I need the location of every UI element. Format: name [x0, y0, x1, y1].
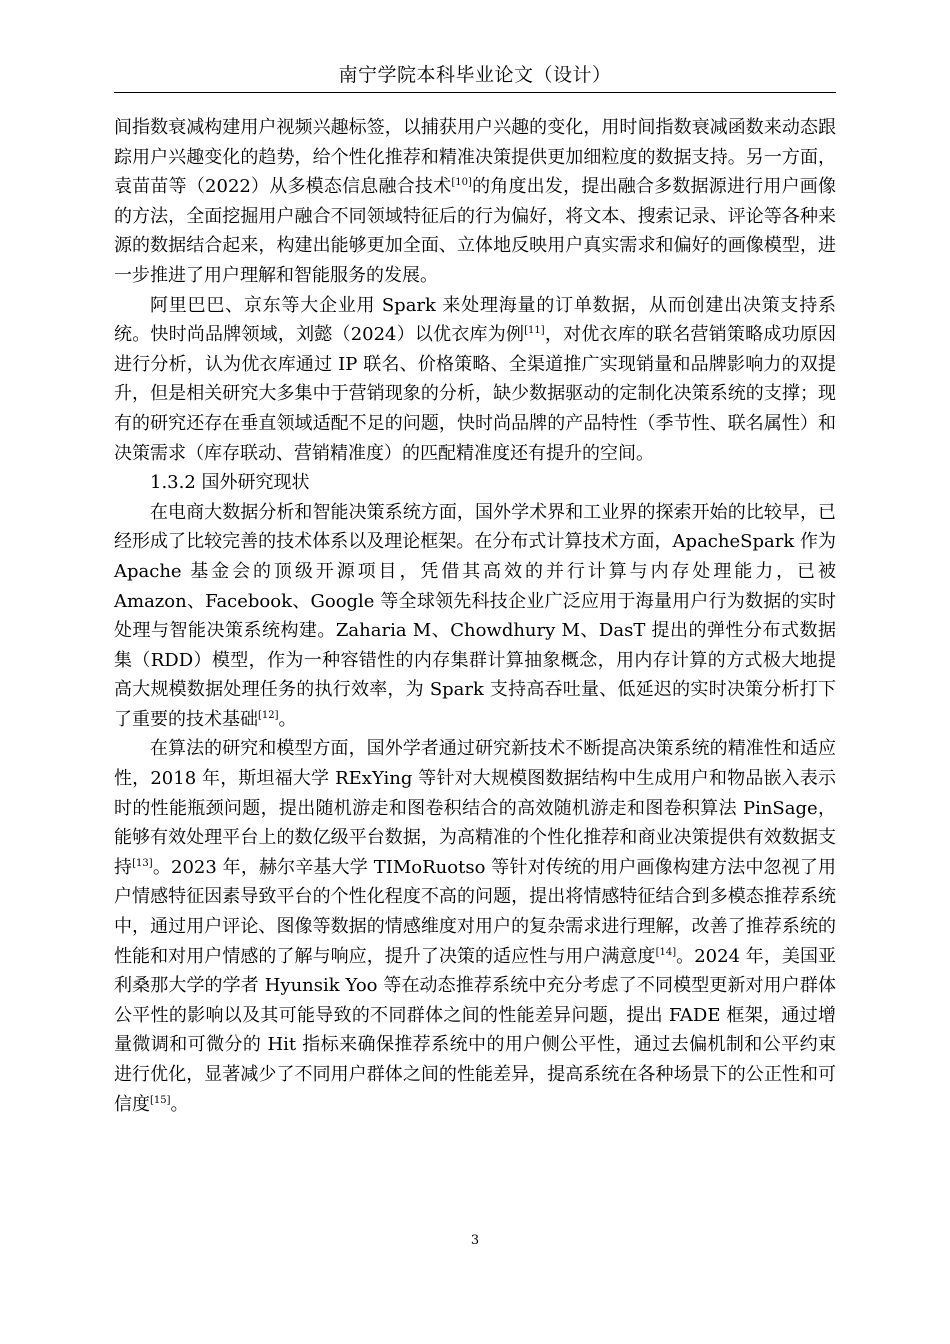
paragraph-text: 的角度出发，提出融合多数据源进行用户画像的方法，全面挖掘用户融合不同领域特征后的行为偏好，将文本、搜索记录、评论等各种来源的数据结合起来，构建出能够更加全面、立体地反映用户真实需求和偏好的画像模型，进一步推进了用户理解和智能服务的发展。 [114, 176, 836, 286]
citation-reference: [14] [655, 946, 677, 958]
body-paragraph [114, 291, 836, 469]
body-paragraph [114, 498, 836, 735]
paragraph-text: 1.3.2 国外研究现状 [150, 472, 310, 494]
citation-reference: [15] [150, 1094, 171, 1106]
citation-reference: [12] [258, 709, 279, 721]
header-divider [114, 92, 836, 93]
paragraph-text: 。 [278, 708, 297, 730]
running-header-title: 南宁学院本科毕业论文（设计） [338, 64, 612, 86]
paragraph-text: 阿里巴巴、京东等大企业用 Spark 来处理海量的订单数据，从而创建出决策支持系统。快时尚品牌领域，刘懿（2024）以优衣库为例 [114, 294, 836, 346]
page-number: 3 [470, 1233, 480, 1248]
body-paragraph [114, 113, 836, 291]
paragraph-text: 间指数衰减构建用户视频兴趣标签，以捕获用户兴趣的变化，用时间指数衰减函数来动态跟踪用户兴趣变化的趋势，给个性化推荐和精准决策提供更加细粒度的数据支持。另一方面，袁苗苗等（2022）从多模态信息融合技术 [114, 117, 836, 198]
citation-reference: [11] [524, 325, 545, 337]
paragraph-text: 在算法的研究和模型方面，国外学者通过研究新技术不断提高决策系统的精准性和适应性，2018 年，斯坦福大学 RExYing 等针对大规模图数据结构中生成用户和物品嵌入表示时的性能瓶颈问题，提出随机游走和图卷积结合的高效随机游走和图卷积算法 PinSage，能够有效处理平台上的数亿级平台数据，为高精准的个性化推荐和商业决策提供有效数据支持 [114, 738, 836, 878]
body-text [114, 113, 836, 1119]
citation-reference: [13] [132, 857, 153, 869]
citation-reference: [10] [451, 177, 472, 189]
paragraph-text: 。 [170, 1093, 189, 1115]
paragraph-text: 。2023 年，赫尔辛基大学 TIMoRuotso 等针对传统的用户画像构建方法中忽视了用户情感特征因素导致平台的个性化程度不高的问题，提出将情感特征结合到多模态推荐系统中，通过用户评论、图像等数据的情感维度对用户的复杂需求进行理解，改善了推荐系统的性能和对用户情感的了解与响应，提升了决策的适应性与用户满意度 [114, 856, 836, 967]
paragraph-text: 在电商大数据分析和智能决策系统方面，国外学术界和工业界的探索开始的比较早，已经形成了比较完善的技术体系以及理论框架。在分布式计算技术方面，ApacheSpark 作为 Apache 基金会的顶级开源项目，凭借其高效的并行计算与内存处理能力，已被 Amazon、Facebook、Google 等全球领先科技企业广泛应用于海量用户行为数据的实时处理与智能决策系统构建。Zaharia M、Chowdhury M、DasT 提出的弹性分布式数据集（RDD）模型，作为一种容错性的内存集群计算抽象概念，用内存计算的方式极大地提高大规模数据处理任务的执行效率，为 Spark 支持高吞吐量、低延迟的实时决策分析打下了重要的技术基础 [114, 501, 836, 730]
body-paragraph [114, 734, 836, 1119]
paragraph-text: ，对优衣库的联名营销策略成功原因进行分析，认为优衣库通过 IP 联名、价格策略、全渠道推广实现销量和品牌影响力的双提升，但是相关研究大多集中于营销现象的分析，缺少数据驱动的定制化决策系统的支撑；现有的研究还存在垂直领域适配不足的问题，快时尚品牌的产品特性（季节性、联名属性）和决策需求（库存联动、营销精准度）的匹配精准度还有提升的空间。 [114, 324, 836, 464]
section-heading [114, 468, 836, 498]
paragraph-text: 。2024 年，美国亚利桑那大学的学者 Hyunsik Yoo 等在动态推荐系统中充分考虑了不同模型更新对用户群体公平性的影响以及其可能导致的不同群体之间的性能差异问题，提出 FADE 框架，通过增量微调和可微分的 Hit 指标来确保推荐系统中的用户侧公平性，通过去偏机制和公平约束进行优化，显著减少了不同用户群体之间的性能差异，提高系统在各种场景下的公正性和可信度 [114, 945, 837, 1115]
